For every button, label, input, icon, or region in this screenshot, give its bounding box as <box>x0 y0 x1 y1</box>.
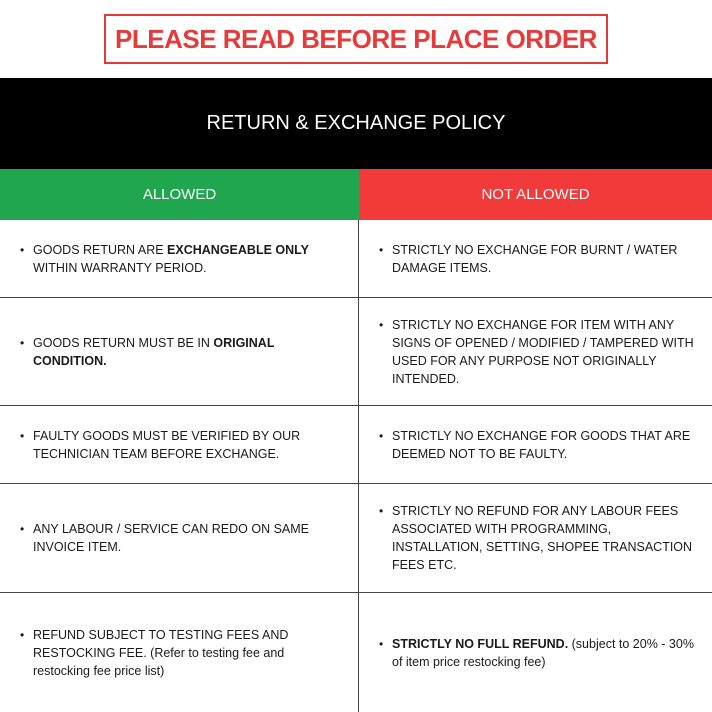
allowed-cell <box>0 220 359 297</box>
table-row <box>0 484 712 593</box>
allowed-cell <box>0 298 359 405</box>
policy-table <box>0 220 712 712</box>
notice-banner: PLEASE READ BEFORE PLACE ORDER <box>104 14 608 64</box>
bullet-icon: • <box>20 522 25 536</box>
not-allowed-cell <box>359 484 712 592</box>
bullet-icon: • <box>20 627 25 642</box>
allowed-text: FAULTY GOODS MUST BE VERIFIED BY OUR TECHNICIAN TEAM BEFORE EXCHANGE. <box>33 428 301 461</box>
bullet-icon: • <box>379 428 384 443</box>
not-allowed-text: STRICTLY NO EXCHANGE FOR ITEM WITH ANY SIGNS OF OPENED / MODIFIED / TAMPERED WITH USED FOR ANY PURPOSE NOT ORIGINALLY INTENDED. <box>392 317 694 386</box>
allowed-text: REFUND SUBJECT TO TESTING FEES AND RESTOCKING FEE. (Refer to testing fee and restocking fee price list) <box>33 627 289 678</box>
allowed-cell <box>0 406 359 483</box>
not-allowed-text: STRICTLY NO EXCHANGE FOR BURNT / WATER DAMAGE ITEMS. <box>392 242 678 275</box>
not-allowed-text: STRICTLY NO REFUND FOR ANY LABOUR FEES ASSOCIATED WITH PROGRAMMING, INSTALLATION, SETTING, SHOPEE TRANSACTION FEES ETC. <box>392 504 693 572</box>
banner-area <box>0 0 712 78</box>
allowed-header: ALLOWED <box>0 169 359 220</box>
not-allowed-cell <box>359 220 712 297</box>
bullet-icon: • <box>20 428 25 443</box>
table-row <box>0 406 712 484</box>
not-allowed-cell <box>359 593 712 712</box>
not-allowed-header: NOT ALLOWED <box>359 169 712 220</box>
allowed-text: ANY LABOUR / SERVICE CAN REDO ON SAME INVOICE ITEM. <box>33 522 309 554</box>
allowed-text: GOODS RETURN MUST BE IN ORIGINAL CONDITION. <box>33 335 275 368</box>
policy-title: RETURN & EXCHANGE POLICY <box>0 78 712 169</box>
not-allowed-text: STRICTLY NO FULL REFUND. (subject to 20% - 30% of item price restocking fee) <box>392 636 694 669</box>
bullet-icon: • <box>379 504 384 518</box>
allowed-cell <box>0 593 359 712</box>
table-row <box>0 220 712 298</box>
column-headers <box>0 169 712 220</box>
not-allowed-cell <box>359 406 712 483</box>
bullet-icon: • <box>379 317 384 332</box>
not-allowed-cell <box>359 298 712 405</box>
bullet-icon: • <box>20 335 25 350</box>
allowed-text: GOODS RETURN ARE EXCHANGEABLE ONLY WITHIN WARRANTY PERIOD. <box>33 242 309 275</box>
table-row <box>0 593 712 712</box>
not-allowed-text: STRICTLY NO EXCHANGE FOR GOODS THAT ARE DEEMED NOT TO BE FAULTY. <box>392 428 691 461</box>
allowed-cell <box>0 484 359 592</box>
bullet-icon: • <box>379 242 384 257</box>
bullet-icon: • <box>20 242 25 257</box>
bullet-icon: • <box>379 636 384 651</box>
table-row <box>0 298 712 406</box>
